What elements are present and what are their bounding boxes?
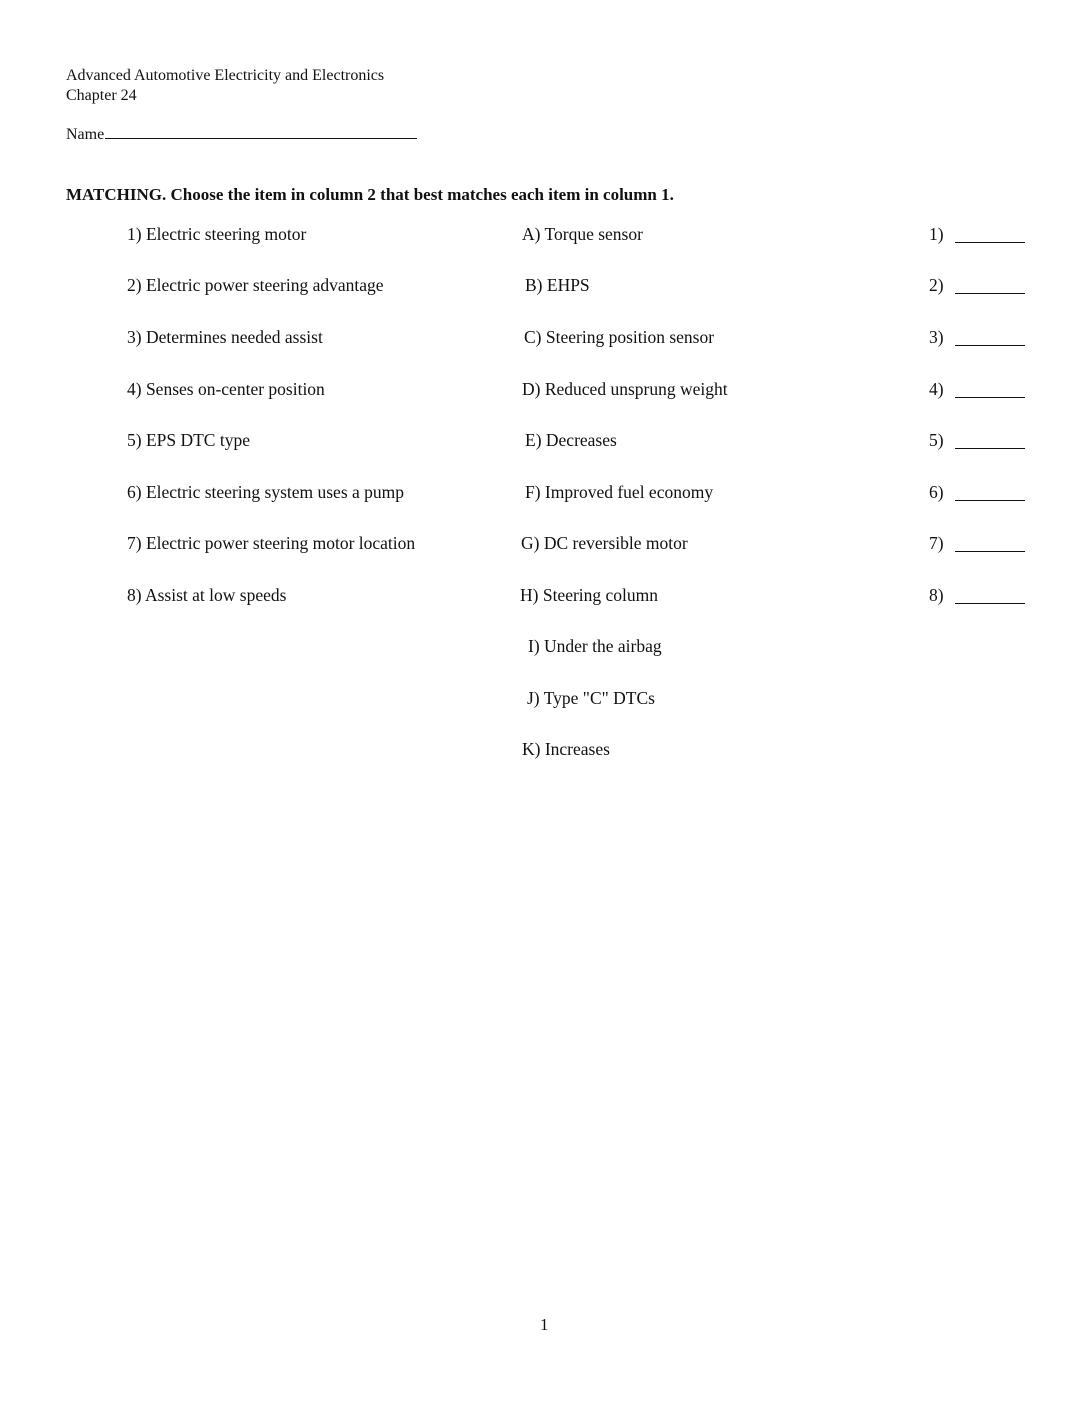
course-title: Advanced Automotive Electricity and Electronics [66, 67, 385, 84]
chapter-title: Chapter 24 [66, 87, 137, 104]
answer-number: 4) [929, 379, 944, 399]
column2-item: C) Steering position sensor [524, 327, 715, 347]
answer-blank[interactable] [955, 293, 1025, 294]
column2-item: J) Type "C" DTCs [527, 688, 655, 708]
answer-number: 1) [929, 224, 944, 244]
answer-number: 5) [929, 430, 944, 450]
column2-item: H) Steering column [520, 585, 659, 605]
name-field[interactable] [105, 124, 417, 139]
column1-item: 5) EPS DTC type [127, 430, 250, 450]
answer-blank[interactable] [955, 551, 1025, 552]
answer-blank[interactable] [955, 345, 1025, 346]
column2-item: F) Improved fuel economy [525, 482, 714, 502]
answer-number: 7) [929, 533, 944, 553]
answer-number: 3) [929, 327, 944, 347]
answer-blank[interactable] [955, 448, 1025, 449]
column2-item: G) DC reversible motor [521, 533, 688, 553]
answer-blank[interactable] [955, 603, 1025, 604]
answer-blank[interactable] [955, 397, 1025, 398]
column1-item: 3) Determines needed assist [127, 327, 323, 347]
name-row [66, 124, 417, 145]
matching-instructions: MATCHING. Choose the item in column 2 that best matches each item in column 1. [66, 185, 674, 204]
column1-item: 8) Assist at low speeds [127, 585, 287, 605]
column2-item: I) Under the airbag [528, 636, 662, 656]
column2-item: D) Reduced unsprung weight [522, 379, 728, 399]
answer-number: 2) [929, 275, 944, 295]
column2-item: E) Decreases [525, 430, 617, 450]
column1-item: 4) Senses on-center position [127, 379, 325, 399]
answer-blank[interactable] [955, 242, 1025, 243]
answer-blank[interactable] [955, 500, 1025, 501]
answer-number: 6) [929, 482, 944, 502]
answer-number: 8) [929, 585, 944, 605]
column1-item: 6) Electric steering system uses a pump [127, 482, 405, 502]
column2-item: A) Torque sensor [522, 224, 643, 244]
column1-item: 7) Electric power steering motor location [127, 533, 416, 553]
column2-item: B) EHPS [525, 275, 590, 295]
column2-item: K) Increases [522, 739, 610, 759]
page-number: 1 [540, 1315, 549, 1334]
column1-item: 1) Electric steering motor [127, 224, 307, 244]
name-label: Name [66, 126, 105, 143]
column1-item: 2) Electric power steering advantage [127, 275, 384, 295]
